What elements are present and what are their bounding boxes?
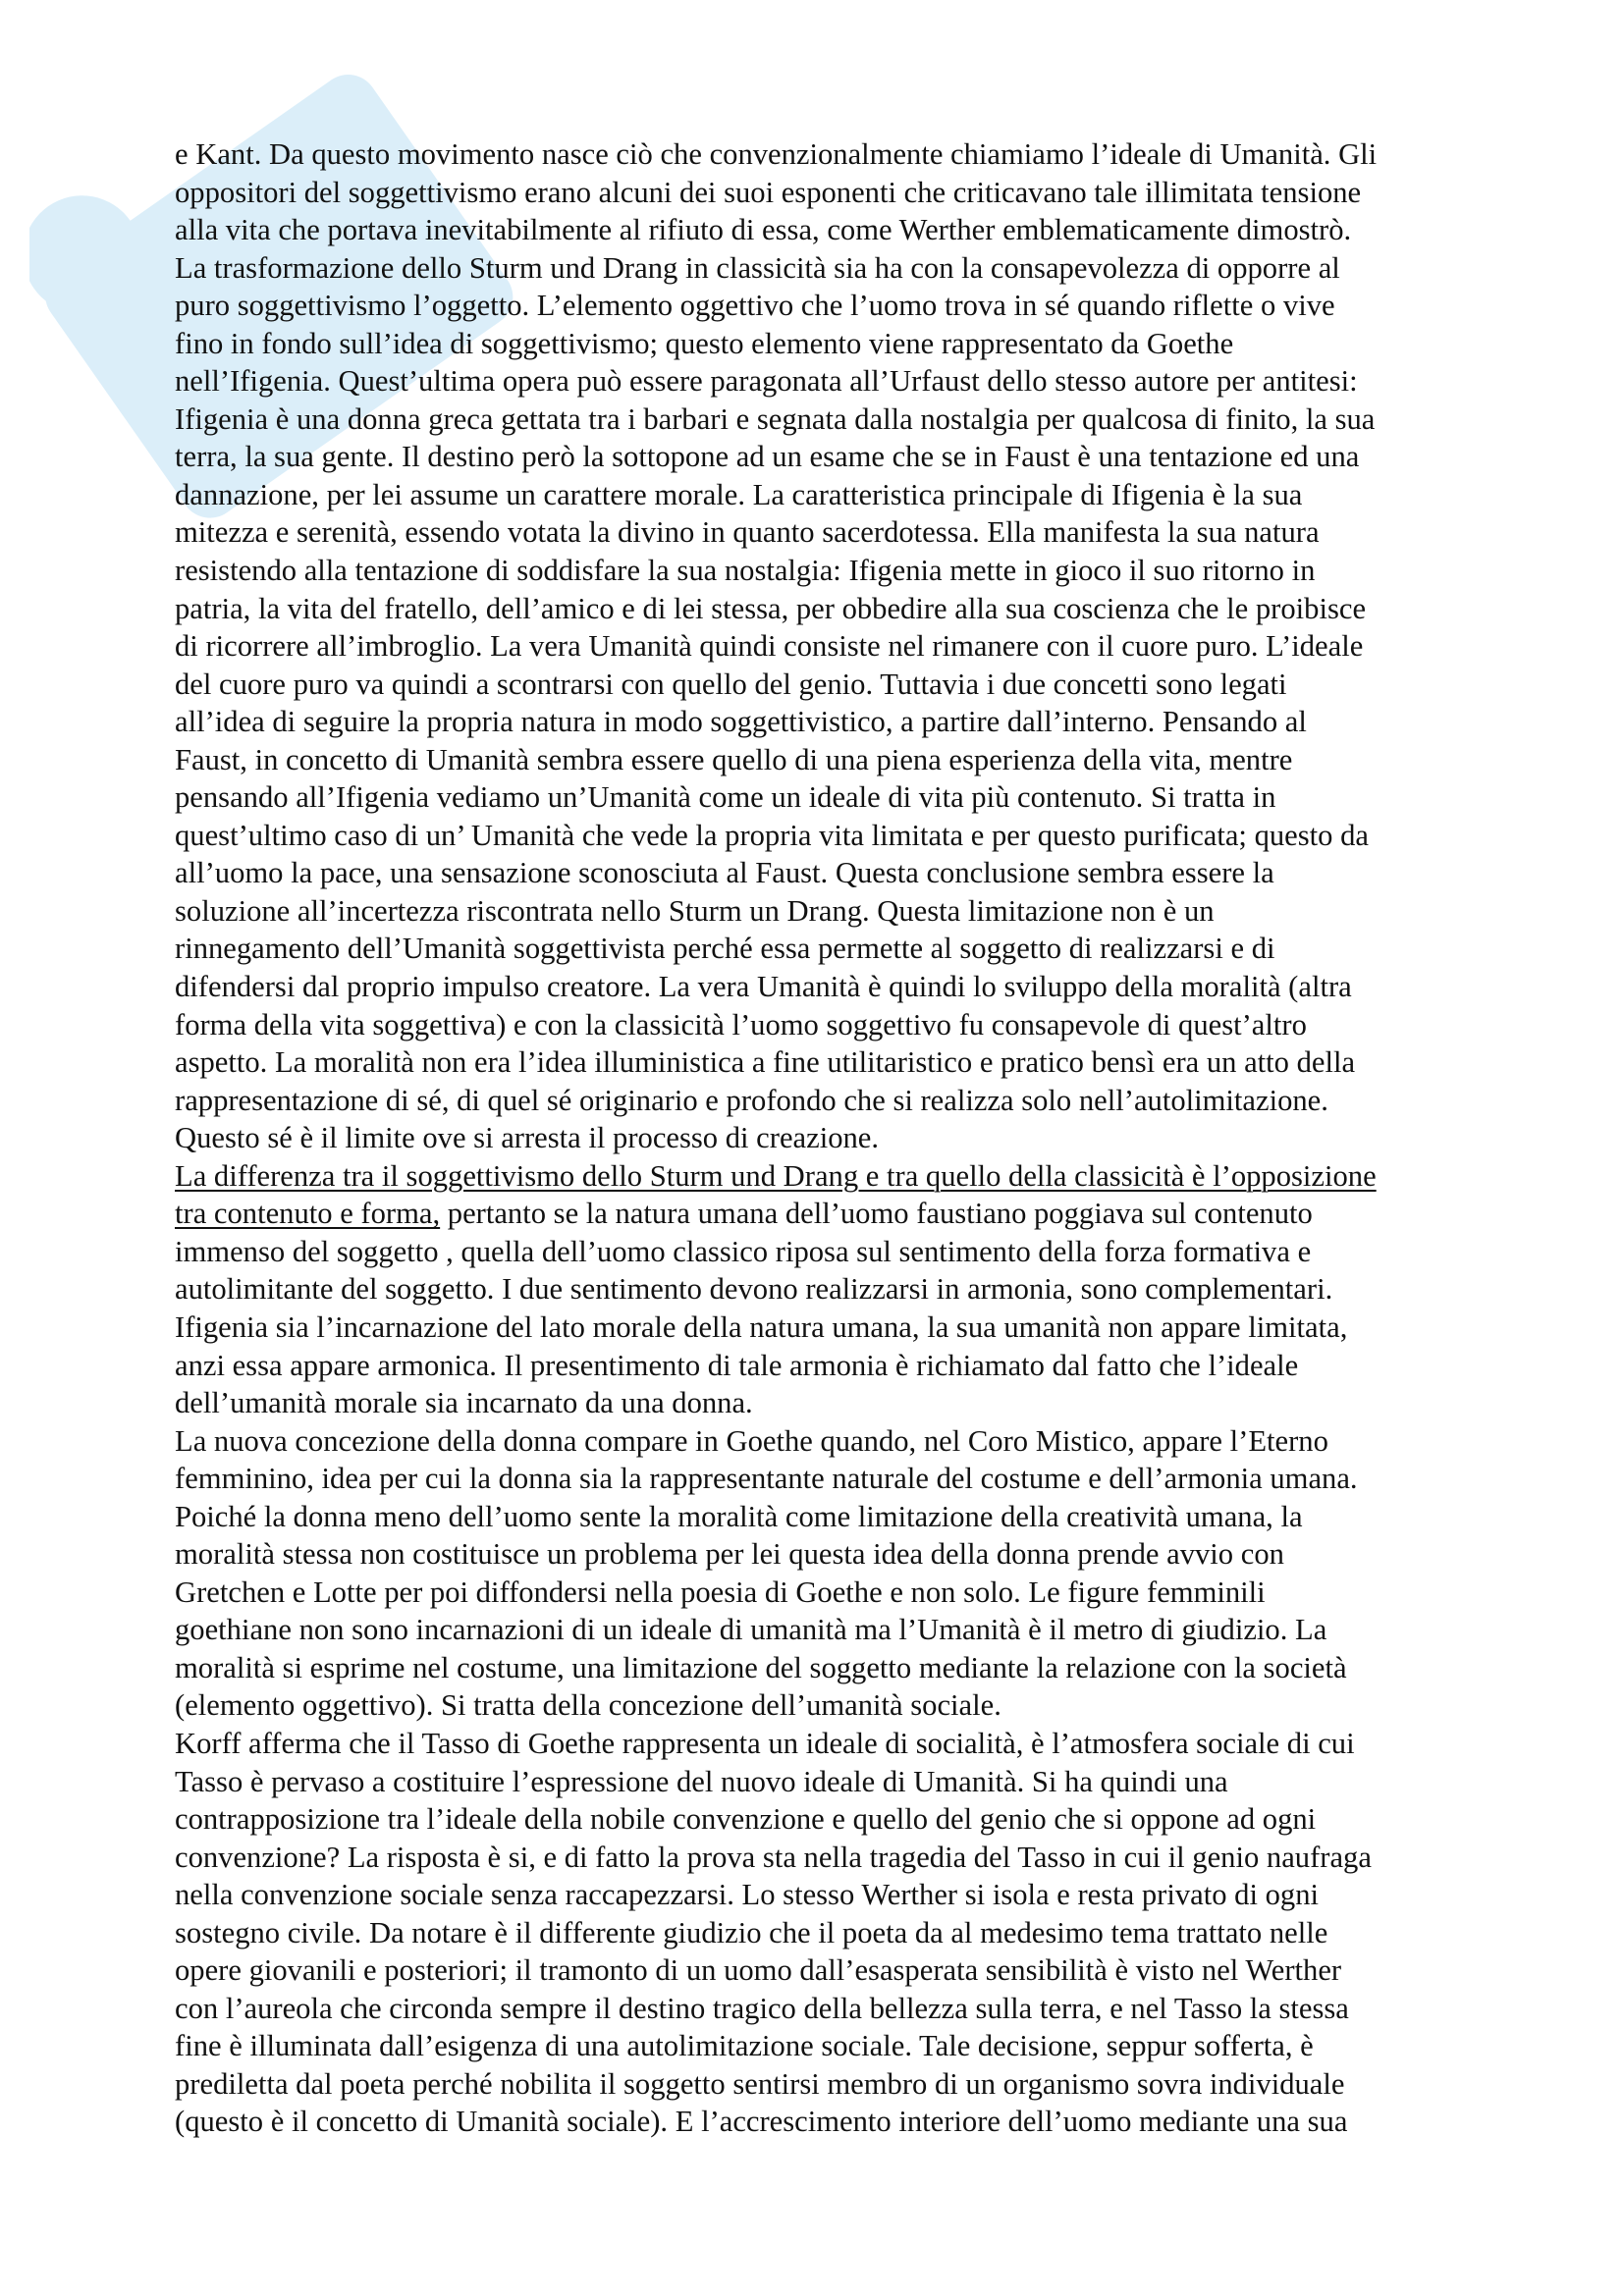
text-line: del cuore puro va quindi a scontrarsi con quello del genio. Tuttavia i due concetti sono legati [175,667,1287,701]
text-line: moralità stessa non costituisce un problema per lei questa idea della donna prende avvio con [175,1537,1284,1572]
text-line: convenzione? La risposta è si, e di fatto la prova sta nella tragedia del Tasso in cui il genio naufraga [175,1840,1372,1874]
text-line: Ifigenia sia l’incarnazione del lato morale della natura umana, la sua umanità non appare limitata, [175,1309,1348,1344]
text-line: nell’Ifigenia. Quest’ultima opera può essere paragonata all’Urfaust dello stesso autore per antitesi: [175,364,1358,399]
text-line: oppositori del soggettivismo erano alcuni dei suoi esponenti che criticavano tale illimitata tensione [175,175,1362,209]
paragraph-block-2 [175,1233,1495,2141]
text-line: fino in fondo sull’idea di soggettivismo; questo elemento viene rappresentato da Goethe [175,326,1234,360]
text-line: Tasso è pervaso a costituire l’espressione del nuovo ideale di Umanità. Si ha quindi una [175,1764,1228,1798]
text-line: all’uomo la pace, una sensazione sconosciuta al Faust. Questa conclusione sembra essere la [175,856,1274,890]
text-line: Korff afferma che il Tasso di Goethe rappresenta un ideale di socialità, è l’atmosfera sociale di cui [175,1726,1355,1760]
underlined-line-2 [175,1195,1495,1233]
text-line: terra, la sua gente. Il destino però la sottopone ad un esame che se in Faust è una tentazione ed una [175,440,1360,474]
text-line: rinnegamento dell’Umanità soggettivista perché essa permette al soggetto di realizzarsi e di [175,932,1275,966]
text-line: pensando all’Ifigenia vediamo un’Umanità come un ideale di vita più contenuto. Si tratta in [175,780,1276,815]
text-line: (elemento oggettivo). Si tratta della concezione dell’umanità sociale. [175,1688,1001,1723]
text-line: quest’ultimo caso di un’ Umanità che vede la propria vita limitata e per questo purificata; questo da [175,818,1369,852]
text-line: anzi essa appare armonica. Il presentimento di tale armonia è richiamato dal fatto che l’ideale [175,1348,1299,1382]
document-body [175,135,1495,2141]
text-line: mitezza e serenità, essendo votata la divino in quanto sacerdotessa. Ella manifesta la sua natura [175,515,1320,550]
text-line: moralità si esprime nel costume, una limitazione del soggetto mediante la relazione con la società [175,1650,1347,1684]
text-line: con l’aureola che circonda sempre il destino tragico della bellezza sulla terra, e nel Tasso la stessa [175,1991,1349,2025]
text-line: femminino, idea per cui la donna sia la rappresentante naturale del costume e dell’armonia umana. [175,1462,1358,1496]
text-line: prediletta dal poeta perché nobilita il soggetto sentirsi membro di un organismo sovra individuale [175,2066,1345,2101]
text-line: opere giovanili e posteriori; il tramonto di un uomo dall’esasperata sensibilità è visto nel Werther [175,1953,1342,1988]
text-line: contrapposizione tra l’ideale della nobile convenzione e quello del genio che si oppone ad ogni [175,1802,1317,1837]
text-line: sostegno civile. Da notare è il differente giudizio che il poeta da al medesimo tema trattato nelle [175,1915,1328,1949]
text-line: immenso del soggetto , quella dell’uomo classico riposa sul sentimento della forza formativa e [175,1234,1312,1268]
text-line: patria, la vita del fratello, dell’amico e di lei stessa, per obbedire alla sua coscienza che le proibisce [175,591,1367,625]
text-line: fine è illuminata dall’esigenza di una autolimitazione sociale. Tale decisione, seppur sofferta, è [175,2029,1314,2063]
text-line: goethiane non sono incarnazioni di un ideale di umanità ma l’Umanità è il metro di giudizio. La [175,1613,1327,1647]
text-line: forma della vita soggettiva) e con la classicità l’uomo soggettivo fu consapevole di quest’altro [175,1007,1307,1041]
text-line: La nuova concezione della donna compare in Goethe quando, nel Coro Mistico, appare l’Eterno [175,1423,1328,1458]
text-line: Ifigenia è una donna greca gettata tra i barbari e segnata dalla nostalgia per qualcosa di finito, la sua [175,401,1376,436]
text-line: dannazione, per lei assume un carattere morale. La caratteristica principale di Ifigenia è la sua [175,477,1303,511]
text-line: resistendo alla tentazione di soddisfare la sua nostalgia: Ifigenia mette in gioco il suo ritorno in [175,554,1316,588]
text-line: puro soggettivismo l’oggetto. L’elemento oggettivo che l’uomo trova in sé quando riflette o vive [175,289,1335,323]
text-line: aspetto. La moralità non era l’idea illuministica a fine utilitaristico e pratico bensì era un atto della [175,1045,1356,1080]
text-line: rappresentazione di sé, di quel sé originario e profondo che si realizza solo nell’autolimitazione. [175,1083,1328,1117]
text-line: di ricorrere all’imbroglio. La vera Umanità quindi consiste nel rimanere con il cuore puro. L’ideale [175,629,1364,664]
text-line: La trasformazione dello Sturm und Drang in classicità sia ha con la consapevolezza di opporre al [175,250,1340,285]
text-line: Questo sé è il limite ove si arresta il processo di creazione. [175,1121,880,1155]
text-line: soluzione all’incertezza riscontrata nello Sturm un Drang. Questa limitazione non è un [175,893,1215,928]
watermark-cap-icon [29,173,164,337]
text-line: Poiché la donna meno dell’uomo sente la moralità come limitazione della creatività umana, la [175,1499,1303,1533]
underlined-text-1: La differenza tra il soggettivismo dello Sturm und Drang e tra quello della classicità è l’opposizione [175,1158,1377,1193]
text-line: Faust, in concetto di Umanità sembra essere quello di una piena esperienza della vita, mentre [175,742,1293,776]
underlined-text-2: tra contenuto e forma, [175,1197,441,1231]
text-line: nella convenzione sociale senza raccapezzarsi. Lo stesso Werther si isola e resta privato di ogni [175,1878,1320,1912]
underlined-line-1 [175,1157,1495,1196]
text-line: difendersi dal proprio impulso creatore. La vera Umanità è quindi lo sviluppo della moralità (altra [175,970,1352,1004]
text-line: e Kant. Da questo movimento nasce ciò che convenzionalmente chiamiamo l’ideale di Umanità. Gli [175,137,1378,171]
text-line: Gretchen e Lotte per poi diffondersi nella poesia di Goethe e non solo. Le figure femminili [175,1575,1266,1609]
text-line: (questo è il concetto di Umanità sociale). E l’accrescimento interiore dell’uomo mediante una sua [175,2105,1348,2139]
text-line: autolimitante del soggetto. I due sentimento devono realizzarsi in armonia, sono complementari. [175,1272,1333,1307]
paragraph-block-1 [175,135,1495,1157]
text-line: alla vita che portava inevitabilmente al rifiuto di essa, come Werther emblematicamente dimostrò. [175,213,1352,247]
text-line: all’idea di seguire la propria natura in modo soggettivistico, a partire dall’interno. Pensando al [175,705,1307,739]
line-continuation: pertanto se la natura umana dell’uomo faustiano poggiava sul contenuto [440,1197,1313,1231]
text-line: dell’umanità morale sia incarnato da una donna. [175,1386,753,1420]
